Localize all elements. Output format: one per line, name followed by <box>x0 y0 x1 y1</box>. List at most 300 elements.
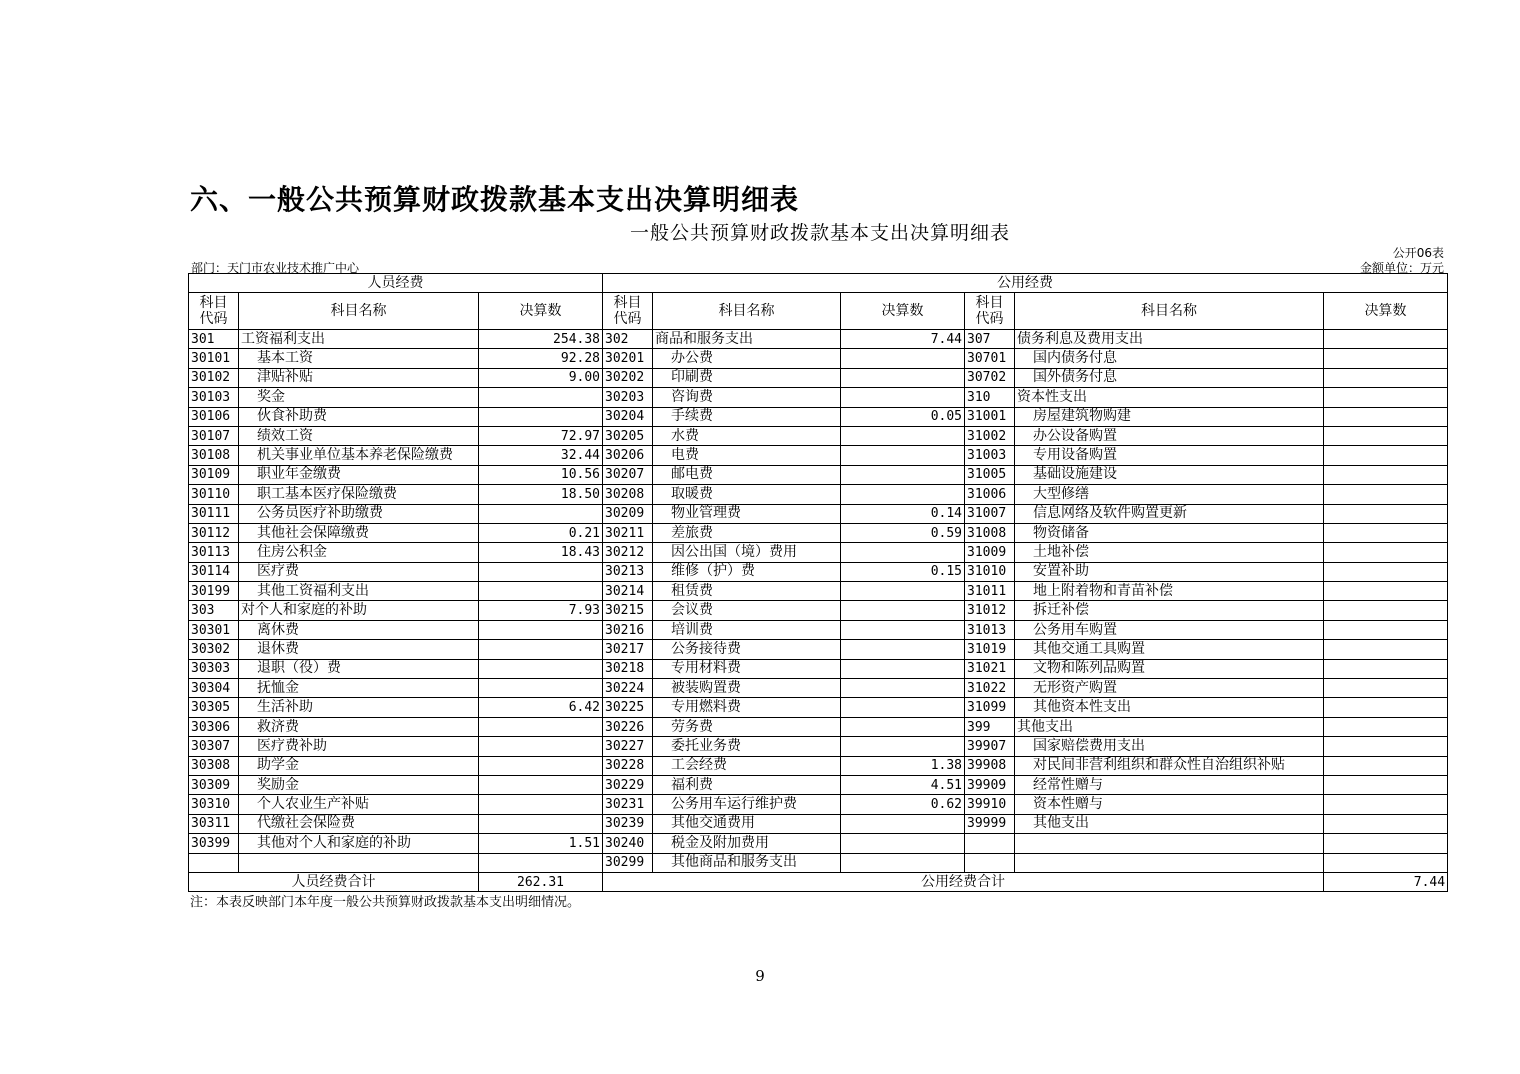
public-b-item-code: 39907 <box>965 737 1015 756</box>
personnel-item-name: 医疗费 <box>239 562 479 581</box>
personnel-item-amount <box>479 659 603 678</box>
public-b-item-name <box>1015 853 1324 872</box>
personnel-item-amount: 6.42 <box>479 698 603 717</box>
personnel-item-name: 生活补助 <box>239 698 479 717</box>
code-header-text: 科目代码 <box>199 295 228 327</box>
public-b-item-code: 31013 <box>965 620 1015 639</box>
public-a-item-name: 工会经费 <box>653 756 841 775</box>
personnel-item-amount <box>479 853 603 872</box>
public-b-item-code: 31011 <box>965 582 1015 601</box>
public-b-item-code <box>965 834 1015 853</box>
public-a-item-name: 因公出国（境）费用 <box>653 543 841 562</box>
personnel-item-name: 离休费 <box>239 620 479 639</box>
table-row <box>189 349 1448 368</box>
table-row <box>189 640 1448 659</box>
table-row <box>189 775 1448 794</box>
personnel-item-name: 绩效工资 <box>239 426 479 445</box>
public-a-item-amount <box>841 620 965 639</box>
public-b-item-name: 对民间非营利组织和群众性自治组织补贴 <box>1015 756 1324 775</box>
personnel-item-code: 30101 <box>189 349 239 368</box>
public-b-item-amount <box>1324 330 1448 349</box>
public-a-item-name: 委托业务费 <box>653 737 841 756</box>
public-b-item-amount <box>1324 698 1448 717</box>
public-b-item-name: 无形资产购置 <box>1015 679 1324 698</box>
public-b-item-code: 31007 <box>965 504 1015 523</box>
table-row <box>189 601 1448 620</box>
personnel-item-name: 退职（役）费 <box>239 659 479 678</box>
personnel-item-name: 代缴社会保险费 <box>239 814 479 833</box>
personnel-item-amount <box>479 814 603 833</box>
public-a-item-code: 30224 <box>603 679 653 698</box>
public-b-item-name: 信息网络及软件购置更新 <box>1015 504 1324 523</box>
public-b-item-code: 399 <box>965 717 1015 736</box>
column-header-amount: 决算数 <box>479 293 603 330</box>
public-a-item-amount <box>841 814 965 833</box>
public-b-item-code: 39999 <box>965 814 1015 833</box>
public-a-item-name: 专用燃料费 <box>653 698 841 717</box>
personnel-item-amount <box>479 407 603 426</box>
public-b-item-amount <box>1324 543 1448 562</box>
public-b-item-amount <box>1324 737 1448 756</box>
column-header-amount: 决算数 <box>841 293 965 330</box>
public-a-item-name: 邮电费 <box>653 465 841 484</box>
public-b-item-code: 31001 <box>965 407 1015 426</box>
document-title: 六、一般公共预算财政拨款基本支出决算明细表 <box>190 183 800 216</box>
personnel-item-code: 30102 <box>189 368 239 387</box>
public-a-item-name: 印刷费 <box>653 368 841 387</box>
public-a-item-amount: 7.44 <box>841 330 965 349</box>
public-b-item-name: 专用设备购置 <box>1015 446 1324 465</box>
public-a-item-amount <box>841 388 965 407</box>
public-b-item-code: 31022 <box>965 679 1015 698</box>
personnel-item-code: 30108 <box>189 446 239 465</box>
personnel-item-name: 住房公积金 <box>239 543 479 562</box>
expenditure-detail-table <box>188 273 1448 892</box>
public-a-item-amount: 0.14 <box>841 504 965 523</box>
personnel-expense-header: 人员经费 <box>189 274 603 293</box>
personnel-item-amount: 18.43 <box>479 543 603 562</box>
table-row <box>189 388 1448 407</box>
public-a-item-code: 30225 <box>603 698 653 717</box>
personnel-item-name: 伙食补助费 <box>239 407 479 426</box>
public-a-item-name: 福利费 <box>653 775 841 794</box>
public-a-item-code: 30240 <box>603 834 653 853</box>
public-a-item-amount <box>841 601 965 620</box>
public-a-item-code: 30214 <box>603 582 653 601</box>
public-b-item-amount <box>1324 640 1448 659</box>
public-a-item-amount <box>841 640 965 659</box>
personnel-item-code: 30302 <box>189 640 239 659</box>
public-b-item-name: 其他资本性支出 <box>1015 698 1324 717</box>
header-row-columns <box>189 293 1448 330</box>
personnel-item-amount: 0.21 <box>479 523 603 542</box>
table-row <box>189 717 1448 736</box>
public-b-item-code: 31002 <box>965 426 1015 445</box>
public-b-item-code: 30701 <box>965 349 1015 368</box>
personnel-item-amount <box>479 562 603 581</box>
table-title: 一般公共预算财政拨款基本支出决算明细表 <box>629 222 1010 244</box>
personnel-item-amount: 92.28 <box>479 349 603 368</box>
public-a-item-amount <box>841 834 965 853</box>
personnel-item-code <box>189 853 239 872</box>
public-a-item-code: 30209 <box>603 504 653 523</box>
public-a-item-amount <box>841 349 965 368</box>
public-a-item-name: 专用材料费 <box>653 659 841 678</box>
table-row <box>189 659 1448 678</box>
column-header-name: 科目名称 <box>653 293 841 330</box>
personnel-item-code: 30199 <box>189 582 239 601</box>
personnel-item-code: 30303 <box>189 659 239 678</box>
personnel-item-amount: 72.97 <box>479 426 603 445</box>
table-row <box>189 679 1448 698</box>
public-a-item-amount <box>841 368 965 387</box>
form-number: 公开06表 <box>1392 246 1444 260</box>
personnel-item-code: 30110 <box>189 485 239 504</box>
public-a-item-name: 培训费 <box>653 620 841 639</box>
page-number: 9 <box>755 967 765 985</box>
public-total-amount: 7.44 <box>1324 872 1448 891</box>
public-total-label: 公用经费合计 <box>603 872 1324 891</box>
public-b-item-name: 债务利息及费用支出 <box>1015 330 1324 349</box>
public-b-item-name: 大型修缮 <box>1015 485 1324 504</box>
public-b-item-code: 310 <box>965 388 1015 407</box>
public-a-item-code: 30239 <box>603 814 653 833</box>
personnel-item-amount <box>479 388 603 407</box>
personnel-item-code: 30304 <box>189 679 239 698</box>
table-row <box>189 814 1448 833</box>
public-b-item-code: 39909 <box>965 775 1015 794</box>
personnel-item-name: 对个人和家庭的补助 <box>239 601 479 620</box>
public-a-item-code: 30215 <box>603 601 653 620</box>
public-a-item-amount: 4.51 <box>841 775 965 794</box>
personnel-item-name: 其他对个人和家庭的补助 <box>239 834 479 853</box>
public-b-item-code: 31005 <box>965 465 1015 484</box>
table-row <box>189 834 1448 853</box>
public-a-item-code: 30217 <box>603 640 653 659</box>
personnel-item-code: 30103 <box>189 388 239 407</box>
personnel-item-amount <box>479 640 603 659</box>
public-b-item-name: 国家赔偿费用支出 <box>1015 737 1324 756</box>
public-b-item-amount <box>1324 853 1448 872</box>
column-header-name: 科目名称 <box>239 293 479 330</box>
personnel-item-code: 30309 <box>189 775 239 794</box>
personnel-item-amount: 254.38 <box>479 330 603 349</box>
public-b-item-name: 地上附着物和青苗补偿 <box>1015 582 1324 601</box>
public-a-item-code: 30207 <box>603 465 653 484</box>
public-b-item-name: 房屋建筑物购建 <box>1015 407 1324 426</box>
public-a-item-amount <box>841 659 965 678</box>
public-expense-header: 公用经费 <box>603 274 1448 293</box>
personnel-item-code: 30305 <box>189 698 239 717</box>
table-row <box>189 853 1448 872</box>
public-a-item-name: 咨询费 <box>653 388 841 407</box>
personnel-item-code: 30399 <box>189 834 239 853</box>
public-a-item-code: 30216 <box>603 620 653 639</box>
public-b-item-amount <box>1324 562 1448 581</box>
personnel-item-name: 其他工资福利支出 <box>239 582 479 601</box>
personnel-item-name <box>239 853 479 872</box>
table-row <box>189 795 1448 814</box>
public-a-item-name: 劳务费 <box>653 717 841 736</box>
personnel-item-name: 奖金 <box>239 388 479 407</box>
public-a-item-code: 30202 <box>603 368 653 387</box>
table-row <box>189 543 1448 562</box>
public-a-item-code: 30228 <box>603 756 653 775</box>
personnel-item-amount <box>479 620 603 639</box>
public-b-item-name: 其他支出 <box>1015 717 1324 736</box>
public-a-item-code: 30226 <box>603 717 653 736</box>
public-b-item-amount <box>1324 368 1448 387</box>
public-b-item-name <box>1015 834 1324 853</box>
table-row <box>189 504 1448 523</box>
public-b-item-amount <box>1324 582 1448 601</box>
personnel-item-code: 30111 <box>189 504 239 523</box>
public-a-item-amount <box>841 698 965 717</box>
public-a-item-name: 水费 <box>653 426 841 445</box>
personnel-item-name: 职工基本医疗保险缴费 <box>239 485 479 504</box>
public-b-item-amount <box>1324 795 1448 814</box>
public-b-item-amount <box>1324 485 1448 504</box>
public-a-item-name: 电费 <box>653 446 841 465</box>
public-b-item-name: 拆迁补偿 <box>1015 601 1324 620</box>
public-a-item-amount <box>841 446 965 465</box>
personnel-item-amount: 10.56 <box>479 465 603 484</box>
personnel-item-code: 30114 <box>189 562 239 581</box>
public-b-item-name: 资本性赠与 <box>1015 795 1324 814</box>
personnel-item-amount <box>479 737 603 756</box>
public-b-item-amount <box>1324 523 1448 542</box>
public-b-item-amount <box>1324 446 1448 465</box>
personnel-item-amount: 7.93 <box>479 601 603 620</box>
public-b-item-amount <box>1324 504 1448 523</box>
personnel-item-code: 30306 <box>189 717 239 736</box>
public-b-item-amount <box>1324 349 1448 368</box>
personnel-item-amount <box>479 717 603 736</box>
personnel-item-name: 工资福利支出 <box>239 330 479 349</box>
public-a-item-amount: 0.59 <box>841 523 965 542</box>
public-a-item-code: 30213 <box>603 562 653 581</box>
personnel-item-amount: 32.44 <box>479 446 603 465</box>
table-note: 注：本表反映部门本年度一般公共预算财政拨款基本支出明细情况。 <box>190 895 581 910</box>
table-row <box>189 562 1448 581</box>
public-a-item-code: 30211 <box>603 523 653 542</box>
department-label: 部门：天门市农业技术推广中心 <box>191 261 360 275</box>
table-row <box>189 465 1448 484</box>
public-b-item-code: 31099 <box>965 698 1015 717</box>
public-b-item-amount <box>1324 814 1448 833</box>
public-a-item-amount <box>841 426 965 445</box>
public-a-item-name: 其他交通费用 <box>653 814 841 833</box>
personnel-item-amount: 1.51 <box>479 834 603 853</box>
public-b-item-code: 31010 <box>965 562 1015 581</box>
public-a-item-name: 办公费 <box>653 349 841 368</box>
table-row <box>189 426 1448 445</box>
table-row <box>189 485 1448 504</box>
column-header-amount: 决算数 <box>1324 293 1448 330</box>
code-header-text: 科目代码 <box>975 295 1004 327</box>
public-a-item-code: 30212 <box>603 543 653 562</box>
personnel-item-name: 救济费 <box>239 717 479 736</box>
personnel-item-name: 抚恤金 <box>239 679 479 698</box>
column-header-code <box>965 293 1015 330</box>
public-a-item-name: 商品和服务支出 <box>653 330 841 349</box>
code-header-text: 科目代码 <box>613 295 642 327</box>
public-b-item-amount <box>1324 465 1448 484</box>
public-b-item-name: 物资储备 <box>1015 523 1324 542</box>
public-a-item-name: 维修（护）费 <box>653 562 841 581</box>
personnel-item-amount <box>479 756 603 775</box>
public-b-item-code: 31003 <box>965 446 1015 465</box>
public-b-item-code: 31006 <box>965 485 1015 504</box>
public-b-item-code: 30702 <box>965 368 1015 387</box>
public-b-item-amount <box>1324 601 1448 620</box>
public-b-item-amount <box>1324 659 1448 678</box>
public-b-item-amount <box>1324 426 1448 445</box>
personnel-item-name: 津贴补贴 <box>239 368 479 387</box>
personnel-item-code: 30310 <box>189 795 239 814</box>
public-b-item-code: 39908 <box>965 756 1015 775</box>
amount-unit-label: 金额单位：万元 <box>1359 261 1444 275</box>
personnel-item-amount: 18.50 <box>479 485 603 504</box>
public-a-item-amount: 1.38 <box>841 756 965 775</box>
public-a-item-code: 30231 <box>603 795 653 814</box>
personnel-item-amount <box>479 582 603 601</box>
personnel-item-name: 退休费 <box>239 640 479 659</box>
public-a-item-code: 30227 <box>603 737 653 756</box>
personnel-item-code: 301 <box>189 330 239 349</box>
column-header-code <box>189 293 239 330</box>
public-b-item-name: 安置补助 <box>1015 562 1324 581</box>
public-a-item-code: 30205 <box>603 426 653 445</box>
table-row <box>189 698 1448 717</box>
table-row <box>189 368 1448 387</box>
public-b-item-code: 31008 <box>965 523 1015 542</box>
public-a-item-amount <box>841 543 965 562</box>
personnel-item-name: 助学金 <box>239 756 479 775</box>
header-row-groups <box>189 274 1448 293</box>
public-a-item-name: 其他商品和服务支出 <box>653 853 841 872</box>
public-a-item-code: 30203 <box>603 388 653 407</box>
public-b-item-amount <box>1324 620 1448 639</box>
public-b-item-name: 公务用车购置 <box>1015 620 1324 639</box>
personnel-item-name: 机关事业单位基本养老保险缴费 <box>239 446 479 465</box>
personnel-item-amount <box>479 504 603 523</box>
personnel-item-code: 30301 <box>189 620 239 639</box>
public-b-item-name: 其他交通工具购置 <box>1015 640 1324 659</box>
personnel-item-code: 30311 <box>189 814 239 833</box>
table-row <box>189 407 1448 426</box>
personnel-item-code: 30112 <box>189 523 239 542</box>
public-b-item-code: 39910 <box>965 795 1015 814</box>
public-a-item-name: 税金及附加费用 <box>653 834 841 853</box>
personnel-item-name: 公务员医疗补助缴费 <box>239 504 479 523</box>
public-b-item-code <box>965 853 1015 872</box>
public-a-item-name: 被装购置费 <box>653 679 841 698</box>
personnel-item-amount <box>479 679 603 698</box>
public-b-item-amount <box>1324 756 1448 775</box>
personnel-item-code: 30113 <box>189 543 239 562</box>
personnel-item-name: 奖励金 <box>239 775 479 794</box>
personnel-item-code: 30107 <box>189 426 239 445</box>
public-b-item-code: 31019 <box>965 640 1015 659</box>
public-a-item-amount <box>841 717 965 736</box>
public-b-item-name: 文物和陈列品购置 <box>1015 659 1324 678</box>
public-a-item-amount <box>841 582 965 601</box>
public-a-item-name: 取暖费 <box>653 485 841 504</box>
public-a-item-amount: 0.15 <box>841 562 965 581</box>
public-a-item-amount: 0.62 <box>841 795 965 814</box>
personnel-total-label: 人员经费合计 <box>189 872 479 891</box>
personnel-item-code: 30307 <box>189 737 239 756</box>
personnel-total-amount: 262.31 <box>479 872 603 891</box>
public-b-item-amount <box>1324 717 1448 736</box>
public-b-item-name: 国外债务付息 <box>1015 368 1324 387</box>
public-b-item-code: 307 <box>965 330 1015 349</box>
public-a-item-amount: 0.05 <box>841 407 965 426</box>
public-a-item-amount <box>841 853 965 872</box>
table-row <box>189 446 1448 465</box>
public-a-item-code: 30204 <box>603 407 653 426</box>
public-b-item-name: 基础设施建设 <box>1015 465 1324 484</box>
column-header-code <box>603 293 653 330</box>
public-a-item-name: 差旅费 <box>653 523 841 542</box>
personnel-item-amount: 9.00 <box>479 368 603 387</box>
public-a-item-code: 30218 <box>603 659 653 678</box>
public-b-item-code: 31021 <box>965 659 1015 678</box>
personnel-item-amount <box>479 795 603 814</box>
public-b-item-amount <box>1324 775 1448 794</box>
table-row <box>189 737 1448 756</box>
public-b-item-code: 31009 <box>965 543 1015 562</box>
public-a-item-code: 30229 <box>603 775 653 794</box>
public-b-item-amount <box>1324 407 1448 426</box>
personnel-item-amount <box>479 775 603 794</box>
public-a-item-amount <box>841 679 965 698</box>
public-a-item-code: 30206 <box>603 446 653 465</box>
public-b-item-code: 31012 <box>965 601 1015 620</box>
public-b-item-name: 资本性支出 <box>1015 388 1324 407</box>
public-a-item-code: 30299 <box>603 853 653 872</box>
public-a-item-name: 租赁费 <box>653 582 841 601</box>
personnel-item-name: 职业年金缴费 <box>239 465 479 484</box>
personnel-item-name: 基本工资 <box>239 349 479 368</box>
public-b-item-name: 国内债务付息 <box>1015 349 1324 368</box>
personnel-item-code: 30308 <box>189 756 239 775</box>
totals-row <box>189 872 1448 891</box>
public-b-item-amount <box>1324 679 1448 698</box>
public-a-item-amount <box>841 737 965 756</box>
public-b-item-amount <box>1324 388 1448 407</box>
table-row <box>189 523 1448 542</box>
public-a-item-name: 公务接待费 <box>653 640 841 659</box>
public-a-item-name: 手续费 <box>653 407 841 426</box>
personnel-item-code: 30109 <box>189 465 239 484</box>
table-row <box>189 330 1448 349</box>
table-row <box>189 756 1448 775</box>
public-b-item-name: 其他支出 <box>1015 814 1324 833</box>
public-b-item-amount <box>1324 834 1448 853</box>
public-a-item-code: 30201 <box>603 349 653 368</box>
personnel-item-name: 个人农业生产补贴 <box>239 795 479 814</box>
public-b-item-name: 经常性赠与 <box>1015 775 1324 794</box>
table-row <box>189 620 1448 639</box>
public-b-item-name: 土地补偿 <box>1015 543 1324 562</box>
public-a-item-amount <box>841 465 965 484</box>
public-a-item-code: 30208 <box>603 485 653 504</box>
public-a-item-code: 302 <box>603 330 653 349</box>
column-header-name: 科目名称 <box>1015 293 1324 330</box>
public-b-item-name: 办公设备购置 <box>1015 426 1324 445</box>
